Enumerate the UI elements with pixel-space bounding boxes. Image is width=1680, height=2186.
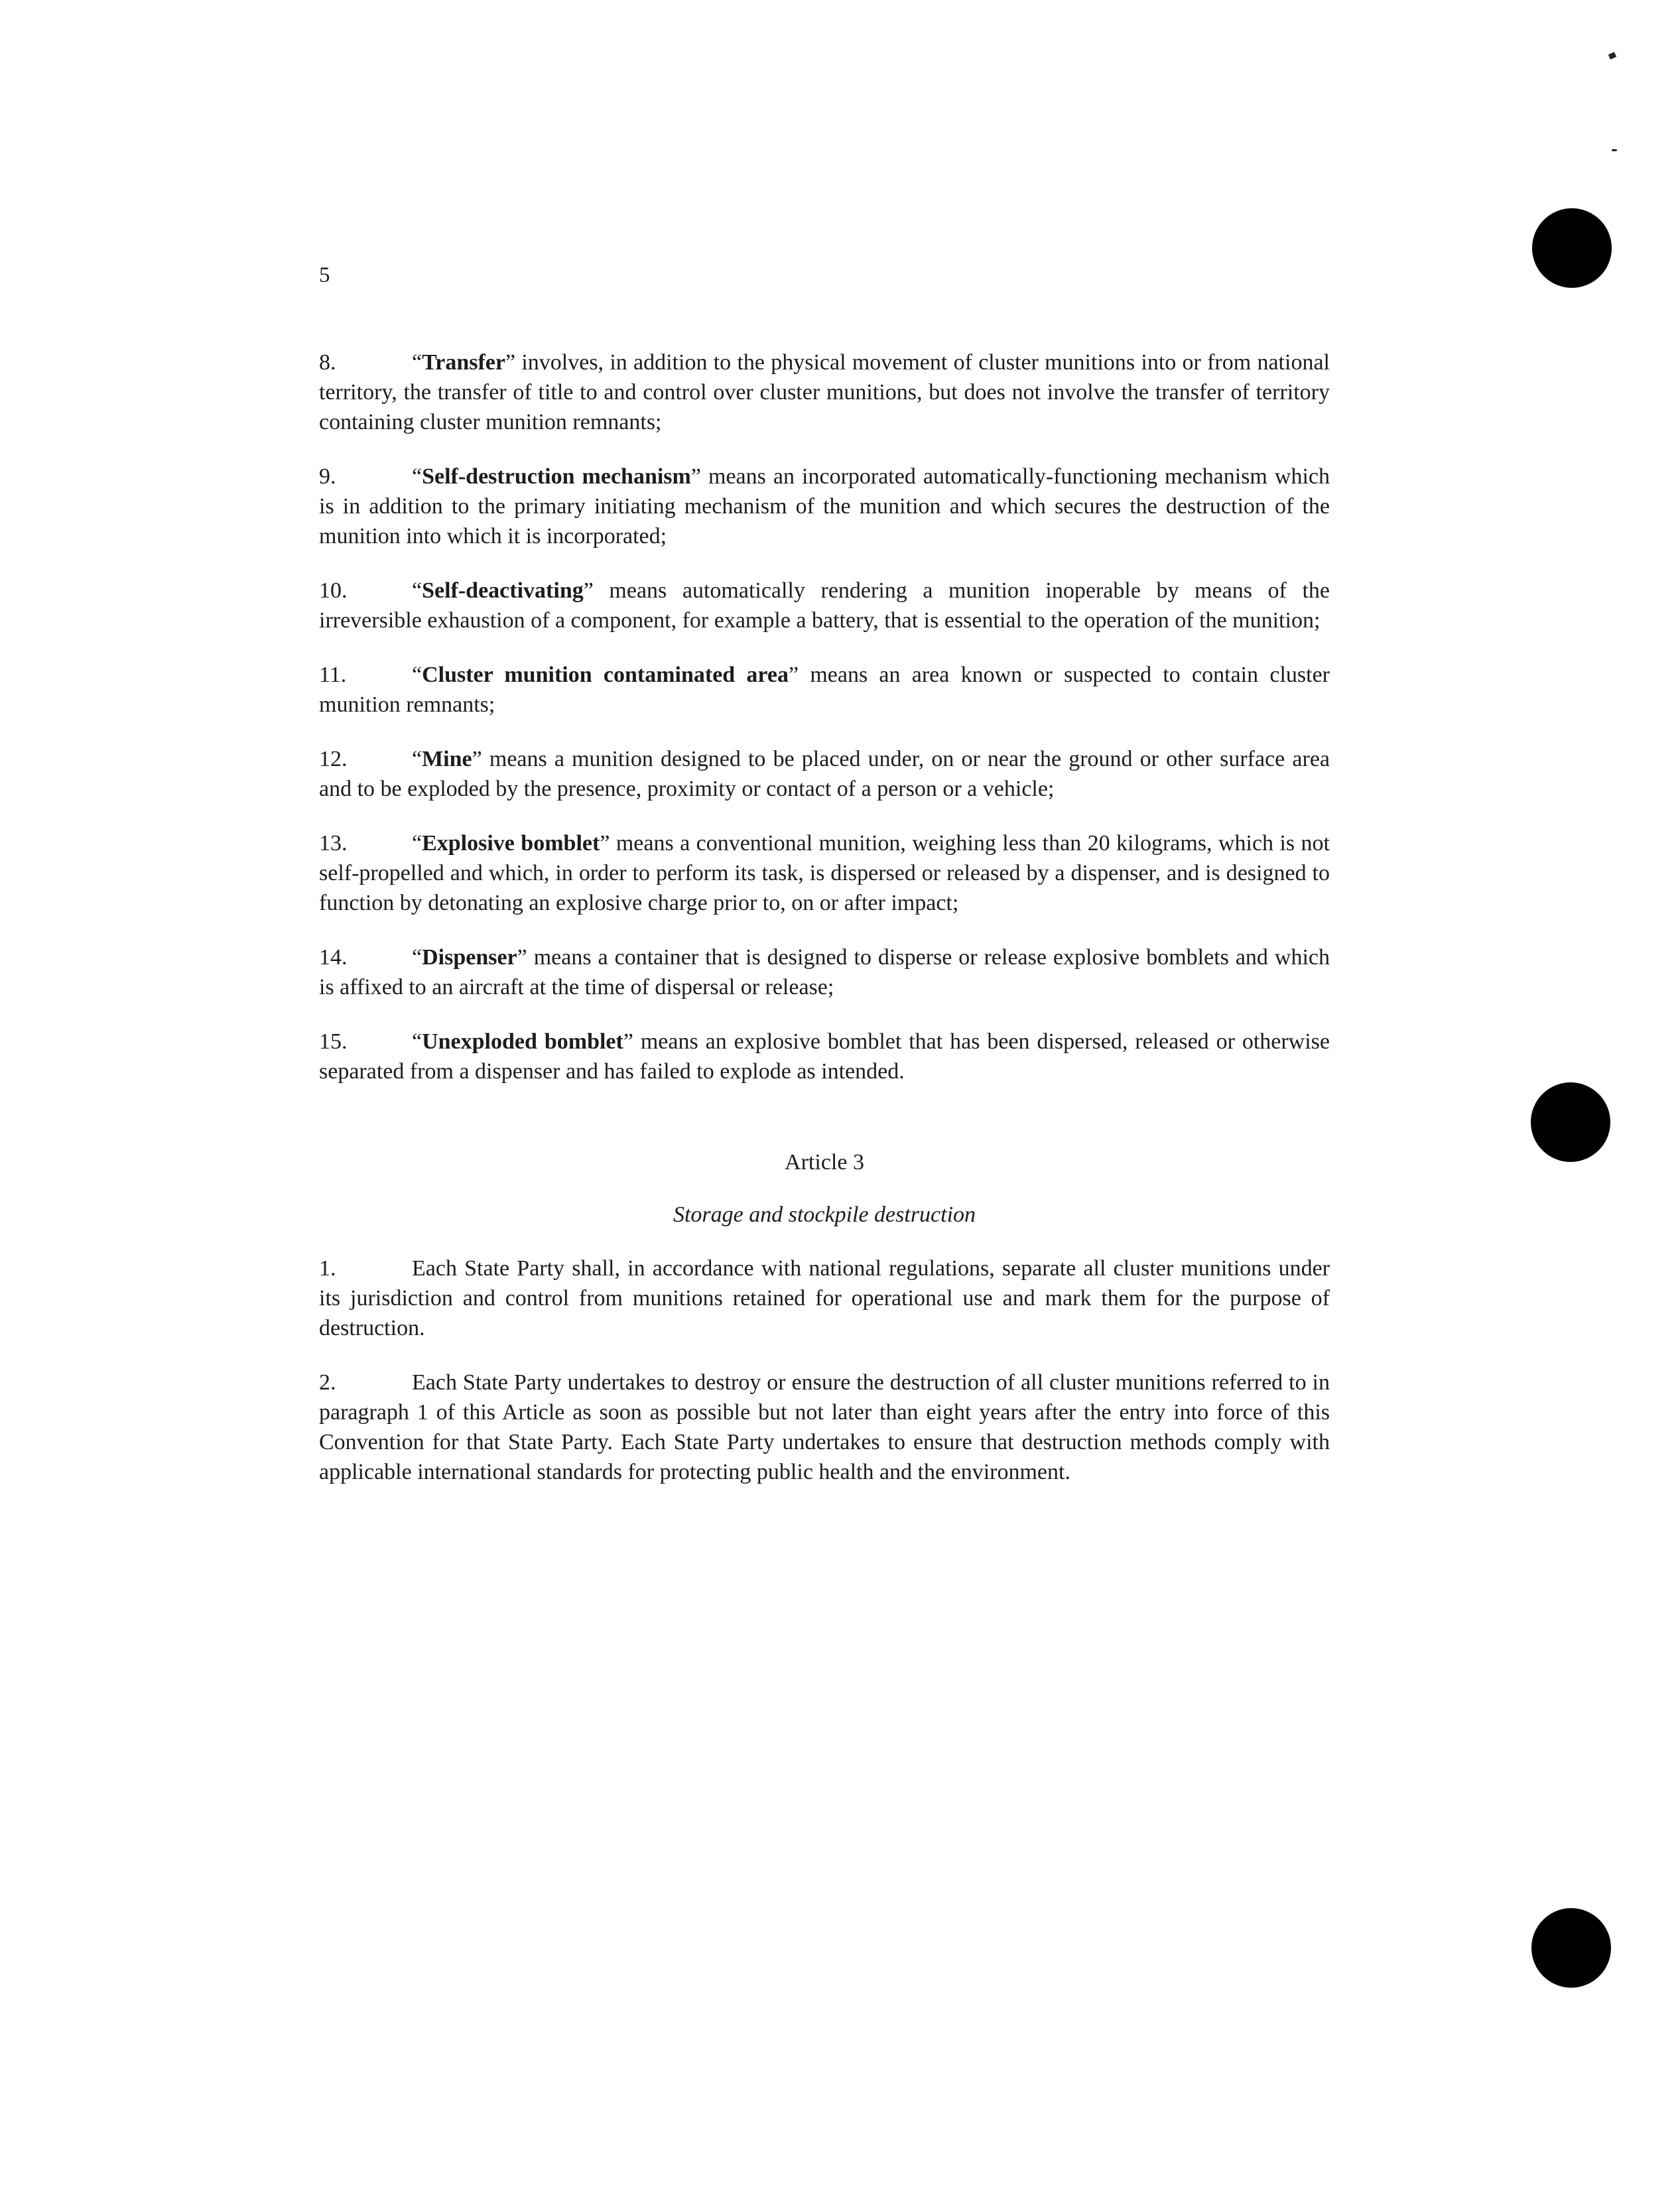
scan-speck [1612,149,1617,151]
paragraph-number: 1. [319,1256,336,1281]
definition-paragraph: 12. “Mine” means a munition designed to be placed under, on or near the ground or other surface area and to be exploded by the presence, proximity or contact of a person or a vehicle; [319,744,1330,804]
scan-speck [1608,52,1616,59]
definition-text: means an explosive bomblet that has been dispersed, released or otherwise separated from a dispenser and has failed to explode as intended. [319,1029,1330,1084]
definition-paragraph: 9. “Self-destruction mechanism” means an incorporated automatically-functioning mechanism which is in addition to the primary initiating mechanism of the munition and which secures the destruction of the munition into which it is incorporated; [319,462,1330,551]
definition-text: means an incorporated automatically-functioning mechanism which is in addition to the primary initiating mechanism of the munition and which secures the destruction of the munition into which it is incorporated; [319,464,1330,548]
paragraph-number: 13. [319,831,348,856]
punch-hole-top [1532,208,1612,288]
paragraph-number: 11. [319,663,347,687]
defined-term: Self-destruction mechanism [422,464,691,489]
definition-paragraph: 11. “Cluster munition contaminated area” means an area known or suspected to contain cluster munition remnants; [319,660,1330,720]
paragraph-number: 2. [319,1370,336,1395]
paragraph-number: 10. [319,578,348,603]
paragraph-number: 9. [319,464,336,489]
paragraph-number: 14. [319,945,348,970]
punch-hole-middle [1531,1082,1610,1162]
paragraph-number: 15. [319,1029,348,1054]
document-body [319,348,1330,1511]
definition-paragraph: 8. “Transfer” involves, in addition to the physical movement of cluster munitions into or from national territory, the transfer of title to and control over cluster munitions, but does not involve the transfer of territory containing cluster munition remnants; [319,348,1330,437]
definition-paragraph: 15. “Unexploded bomblet” means an explosive bomblet that has been dispersed, released or otherwise separated from a dispenser and has failed to explode as intended. [319,1027,1330,1086]
definition-text: involves, in addition to the physical movement of cluster munitions into or from national territory, the transfer of title to and control over cluster munitions, but does not involve the transfer of territory containing cluster munition remnants; [319,350,1330,434]
paragraph-text: Each State Party undertakes to destroy or ensure the destruction of all cluster munitions referred to in paragraph 1 of this Article as soon as possible but not later than eight years after the entry into force of this Convention for that State Party. Each State Party undertakes to ensure that destruction methods comply with applicable international standards for protecting public health and the environment. [319,1370,1330,1484]
defined-term: Transfer [422,350,505,375]
defined-term: Unexploded bomblet [422,1029,623,1054]
definition-text: means an area known or suspected to contain cluster munition remnants; [319,663,1330,717]
article-subtitle: Storage and stockpile destruction [673,1202,976,1227]
defined-term: Mine [422,747,472,771]
defined-term: Explosive bomblet [422,831,600,856]
page-number: 5 [319,263,330,287]
definition-paragraph: 10. “Self-deactivating” means automatically rendering a munition inoperable by means of the irreversible exhaustion of a component, for example a battery, that is essential to the operation of the munition; [319,576,1330,635]
punch-hole-bottom [1531,1908,1611,1988]
article-heading: Article 3 [785,1150,864,1175]
paragraph-text: Each State Party shall, in accordance with national regulations, separate all cluster munitions under its jurisdiction and control from munitions retained for operational use and mark them for the purpose of destruction. [319,1256,1330,1340]
defined-term: Dispenser [422,945,517,970]
article-paragraph [319,1368,1330,1487]
definition-text: means a munition designed to be placed under, on or near the ground or other surface area and to be exploded by the presence, proximity or contact of a person or a vehicle; [319,747,1330,801]
definition-text: means a container that is designed to disperse or release explosive bomblets and which is affixed to an aircraft at the time of dispersal or release; [319,945,1330,999]
defined-term: Self-deactivating [422,578,584,603]
definition-text: means a conventional munition, weighing less than 20 kilograms, which is not self-propelled and which, in order to perform its task, is dispersed or released by a dispenser, and is designed to function by detonating an explosive charge prior to, on or after impact; [319,831,1330,915]
paragraph-number: 8. [319,350,336,375]
definition-paragraph: 14. “Dispenser” means a container that is designed to disperse or release explosive bomblets and which is affixed to an aircraft at the time of dispersal or release; [319,942,1330,1002]
defined-term: Cluster munition contaminated area [422,663,789,687]
definition-text: means automatically rendering a munition inoperable by means of the irreversible exhaustion of a component, for example a battery, that is essential to the operation of the munition; [319,578,1330,633]
article-paragraph [319,1254,1330,1343]
definition-paragraph: 13. “Explosive bomblet” means a conventional munition, weighing less than 20 kilograms, which is not self-propelled and which, in order to perform its task, is dispersed or released by a dispenser, and is designed to function by detonating an explosive charge prior to, on or after impact; [319,828,1330,918]
paragraph-number: 12. [319,747,348,771]
